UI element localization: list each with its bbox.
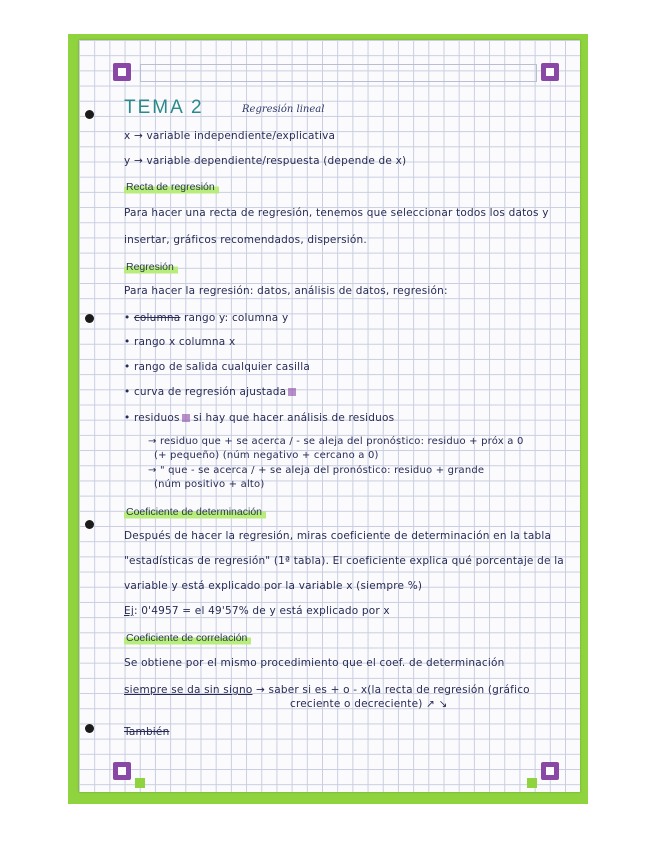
coef-det-example [124, 605, 390, 617]
coef-corr-text-2 [124, 684, 530, 696]
bullet-residuos: • residuos si hay que hacer análisis de residuos [124, 412, 395, 424]
coef-det-text-1: Después de hacer la regresión, miras coeficiente de determinación en la tabla [124, 530, 552, 542]
bullet-rango-salida: • rango de salida cualquier casilla [124, 361, 311, 373]
bullet-rango-y-text: rango y: columna y [183, 312, 289, 324]
corner-mark-bottom-right-icon [541, 762, 559, 780]
coef-det-text-2: "estadísticas de regresión" (1ª tabla). El coeficiente explica qué porcentaje de la [124, 555, 564, 567]
coef-corr-text-2-rest: → saber si es + o - x(la recta de regresión (gráfico [256, 684, 530, 696]
bullet-curva-text: curva de regresión ajustada [133, 386, 287, 398]
heading-coef-correlacion: Coeficiente de correlación [124, 631, 251, 645]
header-date-box [140, 64, 537, 82]
regresion-intro: Para hacer la regresión: datos, análisis de datos, regresión: [124, 285, 448, 297]
page-title: TEMA 2 [124, 97, 204, 118]
recta-text-1: Para hacer una recta de regresión, tenemos que seleccionar todos los datos y [124, 207, 549, 219]
checkmark-icon [182, 414, 190, 422]
corner-mark-top-left-icon [113, 63, 131, 81]
bullet-rango-salida-text: rango de salida cualquier casilla [133, 361, 311, 373]
bullet-residuos-text: residuos [133, 412, 180, 424]
bullet-rango-y: • columna rango y: columna y [124, 312, 289, 324]
corner-mark-top-right-icon [541, 63, 559, 81]
sin-signo-note: siempre se da sin signo [124, 684, 253, 696]
coef-corr-text-1: Se obtiene por el mismo procedimiento que el coef. de determinación [124, 657, 505, 669]
binder-hole-icon [85, 314, 94, 323]
checkmark-icon [288, 388, 296, 396]
binder-hole-icon [85, 110, 94, 119]
example-label: Ej [124, 605, 134, 617]
example-text: : 0'4957 = el 49'57% de y está explicado por x [133, 605, 390, 617]
heading-recta-regresion: Recta de regresión [124, 180, 219, 194]
y-definition: y → variable dependiente/respuesta (depende de x) [124, 155, 407, 167]
corner-mark-bottom-left-icon [113, 762, 131, 780]
bullet-rango-x-text: rango x columna x [133, 336, 236, 348]
heading-regresion: Regresión [124, 260, 178, 274]
bullet-rango-x: • rango x columna x [124, 336, 236, 348]
residuo-arrow-1b: (+ pequeño) (núm negativo + cercano a 0) [154, 450, 379, 461]
page-subtitle: Regresión lineal [242, 104, 325, 115]
struck-word: columna [133, 312, 181, 324]
residuo-arrow-1: → residuo que + se acerca / - se aleja del pronóstico: residuo + próx a 0 [148, 436, 524, 447]
coef-corr-text-3: creciente o decreciente) ↗ ↘ [290, 698, 448, 710]
residuo-arrow-2: → " que - se acerca / + se aleja del pronóstico: residuo + grande [148, 465, 485, 476]
green-square-left-icon [135, 778, 145, 788]
bullet-residuos-rest: si hay que hacer análisis de residuos [193, 412, 395, 424]
green-square-right-icon [527, 778, 537, 788]
struck-tambien: También [124, 726, 170, 738]
x-definition: x → variable independiente/explicativa [124, 130, 336, 142]
recta-text-2: insertar, gráficos recomendados, dispersión. [124, 234, 367, 246]
binder-hole-icon [85, 724, 94, 733]
binder-hole-icon [85, 520, 94, 529]
residuo-arrow-2b: (núm positivo + alto) [154, 479, 265, 490]
heading-coef-determinacion: Coeficiente de determinación [124, 505, 266, 519]
bullet-curva: • curva de regresión ajustada [124, 386, 296, 398]
coef-det-text-3: variable y está explicado por la variable x (siempre %) [124, 580, 423, 592]
